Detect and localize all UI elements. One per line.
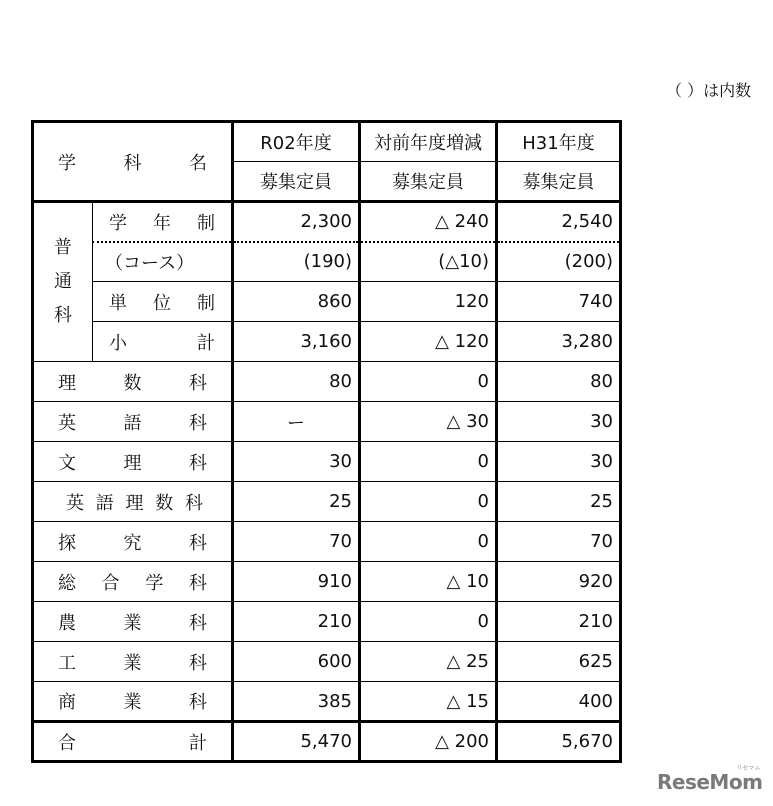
general-subrow: [33, 322, 621, 362]
diff-value: △ 25: [360, 642, 497, 682]
h31-value: 30: [497, 402, 621, 442]
name-char: 探: [58, 532, 76, 554]
h31-value: 400: [497, 682, 621, 722]
h31-value: 30: [497, 442, 621, 482]
h31-value: (200): [497, 242, 621, 282]
diff-value: △ 30: [360, 402, 497, 442]
h31-value: 3,280: [497, 322, 621, 362]
r02-value: 600: [233, 642, 360, 682]
name-char: 科: [189, 532, 207, 554]
h31-value: 2,540: [497, 202, 621, 242]
h31-value: 740: [497, 282, 621, 322]
logo-text: ReseMom: [657, 770, 763, 794]
name-char: 科: [189, 372, 207, 394]
general-subrow: [33, 242, 621, 282]
name-char: 科: [189, 692, 207, 713]
h31-value: 70: [497, 522, 621, 562]
diff-value: △ 240: [360, 202, 497, 242]
name-char: 英: [66, 492, 84, 514]
name-char: 数: [123, 372, 142, 394]
r02-value: 80: [233, 362, 360, 402]
name-char: 位: [153, 292, 171, 314]
h31-value: 80: [497, 362, 621, 402]
general-subrow-name: [93, 202, 233, 242]
department-row: [33, 682, 621, 722]
r02-subheader: 募集定員: [233, 162, 360, 202]
name-char: 科: [189, 412, 207, 434]
diff-value: 0: [360, 522, 497, 562]
name-char: 科: [189, 652, 207, 674]
h31-value: 210: [497, 602, 621, 642]
department-row: [33, 362, 621, 402]
diff-value: 0: [360, 602, 497, 642]
name-char: 制: [197, 212, 215, 234]
h31-value: 5,670: [497, 722, 621, 762]
name-char: 制: [197, 292, 215, 314]
general-dept-label: [33, 202, 93, 362]
department-name: [33, 562, 233, 602]
r02-value: 210: [233, 602, 360, 642]
r02-value: 25: [233, 482, 360, 522]
name-char: 計: [197, 332, 215, 354]
total-row: [33, 722, 621, 762]
name-char: 業: [123, 692, 142, 713]
r02-value: 385: [233, 682, 360, 722]
dept-header-char: 学: [58, 152, 76, 174]
resemom-logo: [657, 765, 763, 794]
diff-value: (△10): [360, 242, 497, 282]
name-char: 工: [58, 652, 76, 674]
diff-value: 120: [360, 282, 497, 322]
name-char: 小: [109, 332, 127, 354]
general-subrow: [33, 202, 621, 242]
dept-header-char: 科: [123, 152, 142, 174]
name-char: 科: [185, 492, 203, 514]
department-name: [33, 362, 233, 402]
name-char: 合: [101, 572, 120, 594]
diff-value: △ 200: [360, 722, 497, 762]
name-char: 理: [58, 372, 76, 394]
department-name: [33, 602, 233, 642]
h31-value: 625: [497, 642, 621, 682]
department-name: [33, 522, 233, 562]
diff-value: △ 15: [360, 682, 497, 722]
department-name: [33, 402, 233, 442]
header-row-1: [33, 122, 621, 162]
diff-header: 対前年度増減: [360, 122, 497, 162]
department-name: [33, 682, 233, 722]
department-name: [33, 482, 233, 522]
diff-value: △ 120: [360, 322, 497, 362]
h31-value: 25: [497, 482, 621, 522]
name-char: 科: [188, 572, 207, 594]
name-char: 業: [123, 612, 142, 634]
name-char: 理: [125, 492, 144, 514]
name-char: 年: [153, 212, 171, 234]
name-char: 語: [123, 412, 142, 434]
name-char: 総: [58, 572, 76, 594]
dept-header-char: 名: [189, 152, 207, 174]
general-subrow-name: （コース）: [93, 242, 233, 282]
diff-value: 0: [360, 362, 497, 402]
r02-value: 5,470: [233, 722, 360, 762]
r02-value: 70: [233, 522, 360, 562]
dept-name-header: [33, 122, 233, 202]
name-char: 業: [123, 652, 142, 674]
name-char: 文: [58, 452, 76, 474]
department-row: [33, 482, 621, 522]
general-label-char: 通: [54, 271, 72, 292]
name-char: 学: [145, 572, 164, 594]
department-name: [33, 442, 233, 482]
r02-value: (190): [233, 242, 360, 282]
r02-value: 2,300: [233, 202, 360, 242]
general-label-char: 普: [54, 237, 72, 258]
inner-count-note: （ ）は内数: [666, 81, 752, 100]
diff-value: △ 10: [360, 562, 497, 602]
diff-value: 0: [360, 442, 497, 482]
department-row: [33, 562, 621, 602]
name-char: 単: [109, 292, 127, 314]
r02-header: R02年度: [233, 122, 360, 162]
name-char: 商: [58, 692, 76, 713]
r02-value: 910: [233, 562, 360, 602]
r02-value: 30: [233, 442, 360, 482]
h31-header: H31年度: [497, 122, 621, 162]
name-char: 科: [189, 452, 207, 474]
general-subrow-name: [93, 282, 233, 322]
name-char: 計: [189, 732, 207, 754]
general-subrow-name: [93, 322, 233, 362]
name-char: 学: [109, 212, 127, 234]
department-row: [33, 522, 621, 562]
logo-small-text: リセマム: [736, 765, 761, 772]
department-row: [33, 602, 621, 642]
r02-value: ー: [233, 402, 360, 442]
diff-subheader: 募集定員: [360, 162, 497, 202]
name-char: 英: [58, 412, 76, 434]
department-name: [33, 722, 233, 762]
name-char: 語: [95, 492, 114, 514]
diff-value: 0: [360, 482, 497, 522]
name-char: 究: [123, 532, 142, 554]
enrollment-quota-table: [31, 120, 622, 763]
name-char: 科: [189, 612, 207, 634]
department-row: [33, 642, 621, 682]
name-char: 農: [58, 612, 76, 634]
department-row: [33, 402, 621, 442]
general-subrow: [33, 282, 621, 322]
r02-value: 860: [233, 282, 360, 322]
r02-value: 3,160: [233, 322, 360, 362]
department-name: [33, 642, 233, 682]
general-label-char: 科: [54, 305, 72, 326]
name-char: 合: [58, 732, 76, 754]
h31-subheader: 募集定員: [497, 162, 621, 202]
name-char: 数: [155, 492, 174, 514]
name-char: 理: [123, 452, 142, 474]
department-row: [33, 442, 621, 482]
h31-value: 920: [497, 562, 621, 602]
